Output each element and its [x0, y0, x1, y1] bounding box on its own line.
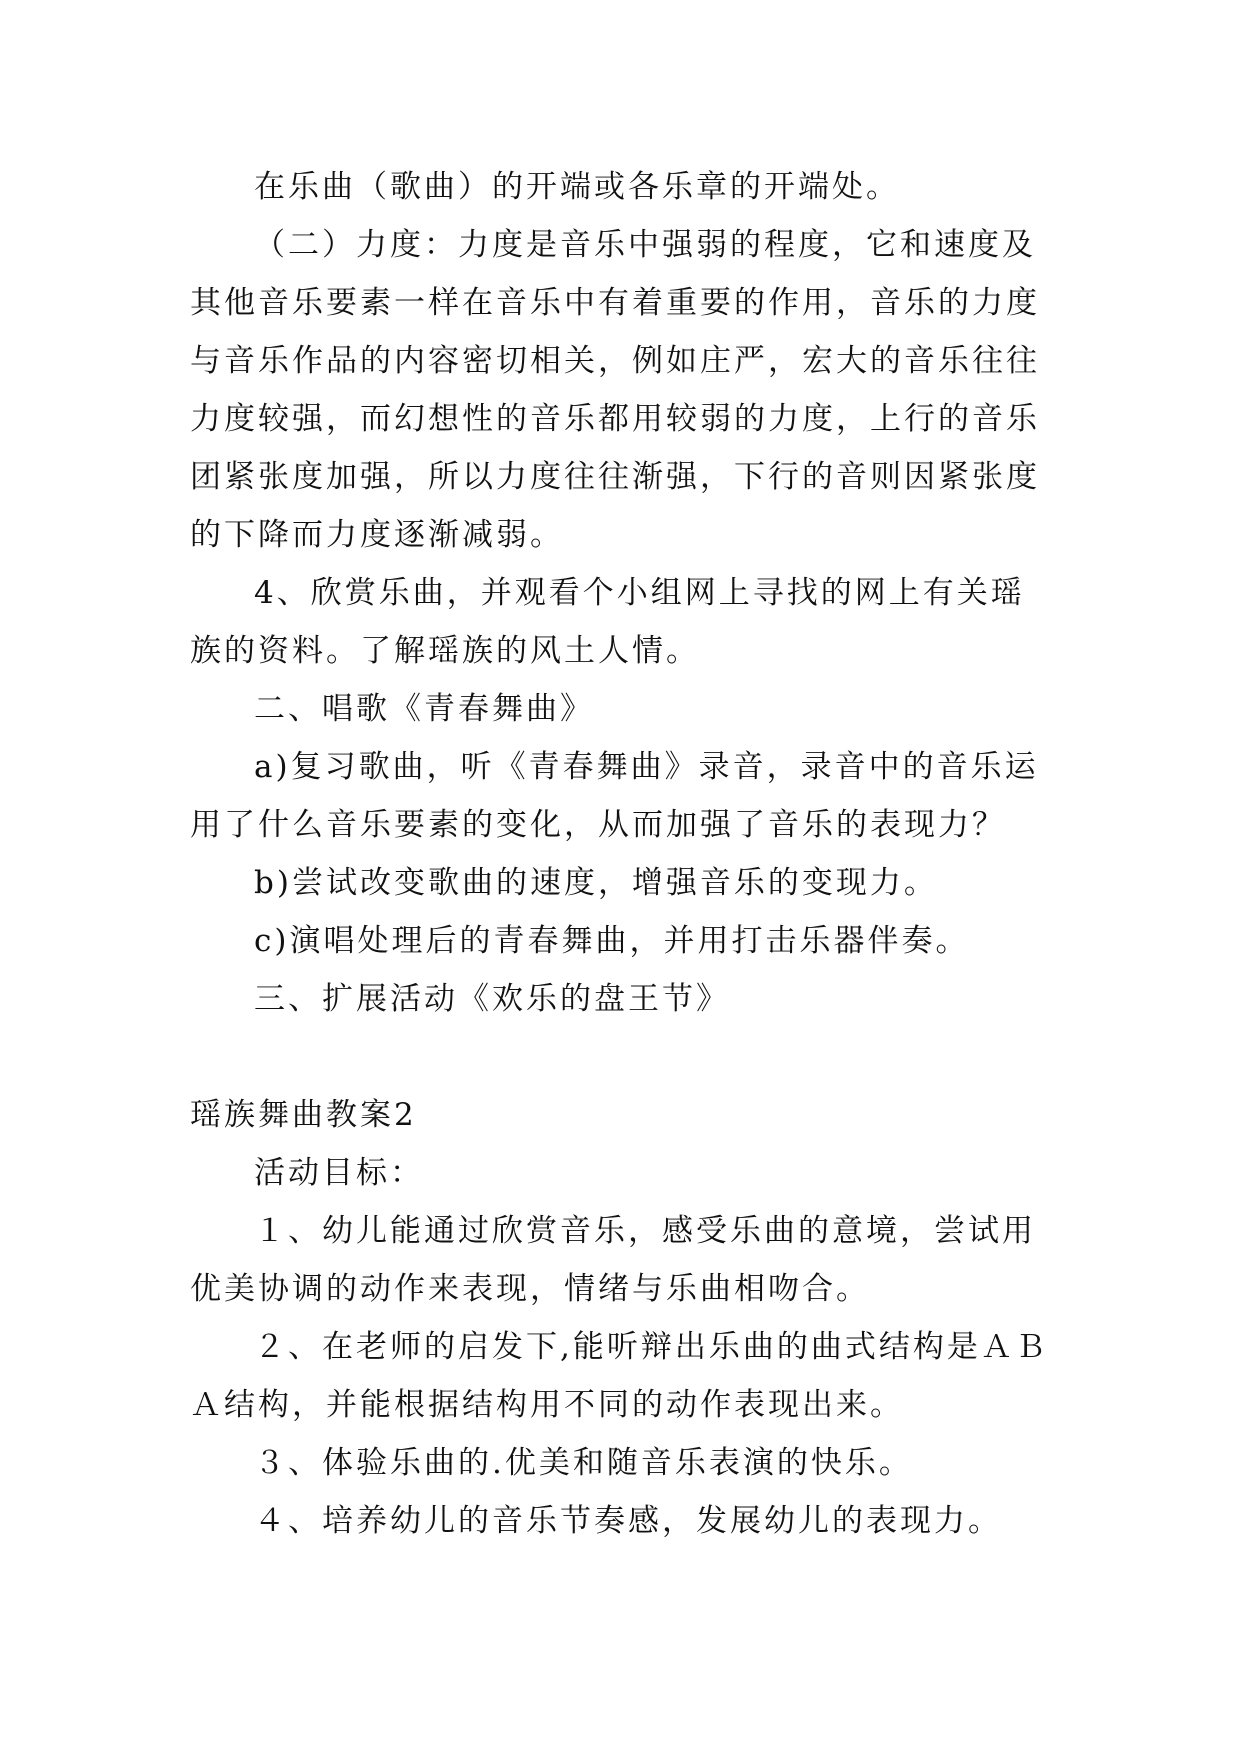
section-paragraph-5: ４、培养幼儿的音乐节奏感，发展幼儿的表现力。: [254, 1503, 1002, 1539]
paragraph-4: 二、唱歌《青春舞曲》: [254, 691, 594, 727]
paragraph-3: 4、欣赏乐曲，并观看个小组网上寻找的网上有关瑶族的资料。了解瑶族的风土人情。: [190, 575, 1025, 669]
section-paragraph-2: １、幼儿能通过欣赏音乐，感受乐曲的意境，尝试用优美协调的动作来表现，情绪与乐曲相吻合。: [190, 1213, 1036, 1307]
section-paragraph-1: 活动目标：: [254, 1155, 424, 1191]
paragraph-1: 在乐曲（歌曲）的开端或各乐章的开端处。: [254, 169, 900, 205]
paragraph-7: c)演唱处理后的青春舞曲，并用打击乐器伴奏。: [254, 923, 970, 959]
paragraph-5: a)复习歌曲，听《青春舞曲》录音，录音中的音乐运用了什么音乐要素的变化，从而加强了音乐的表现力？: [190, 749, 1039, 843]
paragraph-6: b)尝试改变歌曲的速度，增强音乐的变现力。: [254, 865, 938, 901]
document-body: [190, 158, 1050, 1550]
section-paragraph-3: ２、在老师的启发下,能听辩出乐曲的曲式结构是ＡＢＡ结构，并能根据结构用不同的动作表现出来。: [190, 1329, 1049, 1423]
paragraph-8: 三、扩展活动《欢乐的盘王节》: [254, 981, 730, 1017]
section-title: 瑶族舞曲教案2: [190, 1097, 417, 1133]
section-spacer: [190, 1028, 1050, 1086]
section-paragraph-4: ３、体验乐曲的.优美和随音乐表演的快乐。: [254, 1445, 913, 1481]
paragraph-2: （二）力度：力度是音乐中强弱的程度，它和速度及其他音乐要素一样在音乐中有着重要的作用，音乐的力度与音乐作品的内容密切相关，例如庄严，宏大的音乐往往力度较强，而幻想性的音乐都用较弱的力度，上行的音乐团紧张度加强，所以力度往往渐强，下行的音则因紧张度的下降而力度逐渐减弱。: [190, 227, 1040, 553]
